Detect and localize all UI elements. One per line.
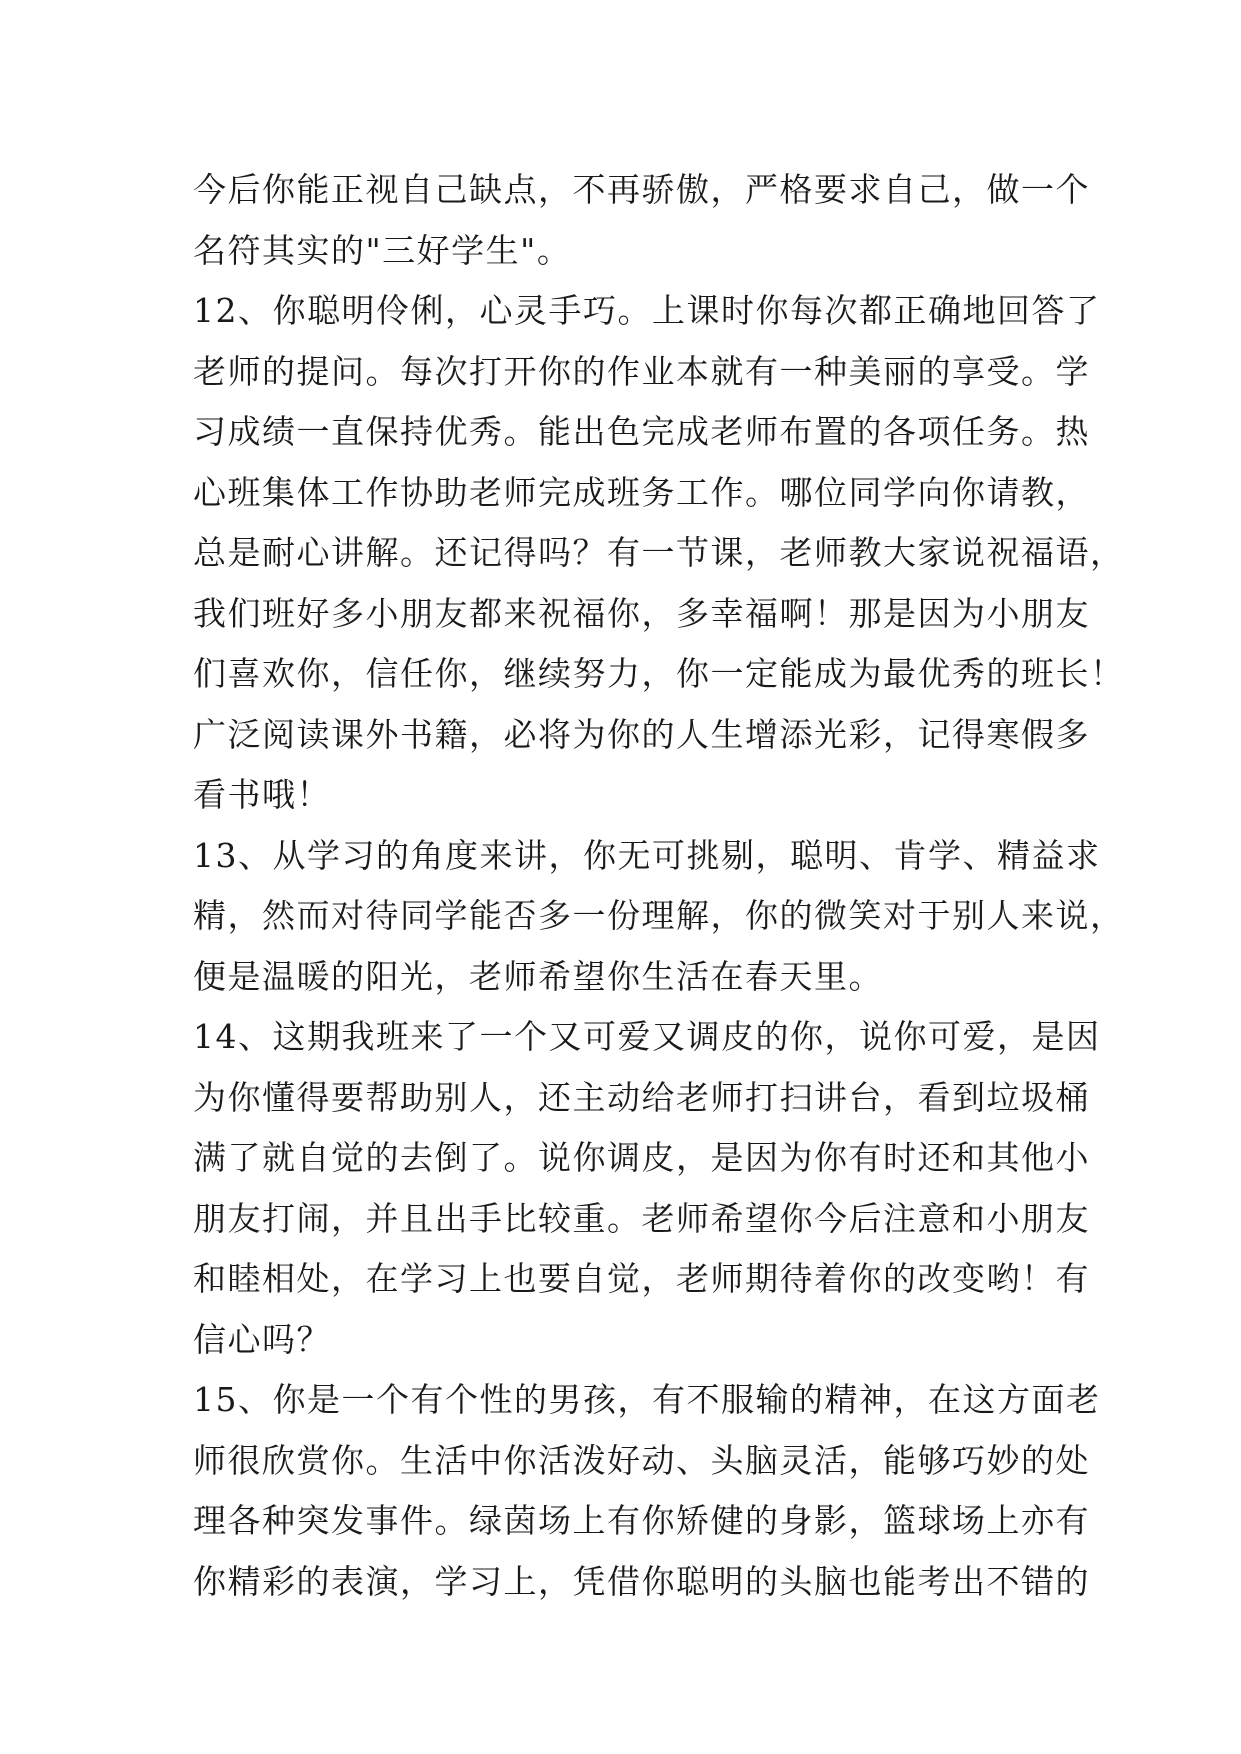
text-line: 你精彩的表演，学习上，凭借你聪明的头脑也能考出不错的 <box>193 1561 1090 1601</box>
text-line: 15、你是一个有个性的男孩，有不服输的精神，在这方面老 <box>193 1380 1101 1419</box>
text-line: 名符其实的"三好学生"。 <box>193 230 572 270</box>
text-line: 我们班好多小朋友都来祝福你，多幸福啊！那是因为小朋友 <box>193 593 1090 633</box>
text-line: 朋友打闹，并且出手比较重。老师希望你今后注意和小朋友 <box>193 1198 1090 1238</box>
text-line: 精，然而对待同学能否多一份理解，你的微笑对于别人来说， <box>193 896 1125 935</box>
text-line: 信心吗？ <box>193 1319 331 1359</box>
text-line: 今后你能正视自己缺点，不再骄傲，严格要求自己，做一个 <box>193 170 1090 209</box>
body-text <box>193 160 1125 1612</box>
text-line: 为你懂得要帮助别人，还主动给老师打扫讲台，看到垃圾桶 <box>193 1077 1090 1117</box>
text-line: 总是耐心讲解。还记得吗？有一节课，老师教大家说祝福语， <box>193 533 1125 572</box>
text-line: 师很欣赏你。生活中你活泼好动、头脑灵活，能够巧妙的处 <box>193 1440 1090 1480</box>
text-line: 便是温暖的阳光，老师希望你生活在春天里。 <box>193 956 883 996</box>
text-line: 习成绩一直保持优秀。能出色完成老师布置的各项任务。热 <box>193 412 1090 451</box>
text-line: 心班集体工作协助老师完成班务工作。哪位同学向你请教， <box>193 472 1090 512</box>
text-line: 广泛阅读课外书籍，必将为你的人生增添光彩，记得寒假多 <box>193 714 1090 754</box>
text-line: 满了就自觉的去倒了。说你调皮，是因为你有时还和其他小 <box>193 1138 1090 1177</box>
text-line: 12、你聪明伶俐，心灵手巧。上课时你每次都正确地回答了 <box>193 291 1101 330</box>
text-line: 和睦相处，在学习上也要自觉，老师期待着你的改变哟！有 <box>193 1259 1090 1298</box>
text-line: 们喜欢你，信任你，继续努力，你一定能成为最优秀的班长！ <box>193 654 1125 693</box>
text-line: 14、这期我班来了一个又可爱又调皮的你，说你可爱，是因 <box>193 1017 1101 1056</box>
text-line: 看书哦！ <box>193 775 331 814</box>
text-line: 理各种突发事件。绿茵场上有你矫健的身影，篮球场上亦有 <box>193 1501 1090 1540</box>
text-line: 老师的提问。每次打开你的作业本就有一种美丽的享受。学 <box>193 351 1090 391</box>
text-line: 13、从学习的角度来讲，你无可挑剔，聪明、肯学、精益求 <box>193 835 1101 875</box>
